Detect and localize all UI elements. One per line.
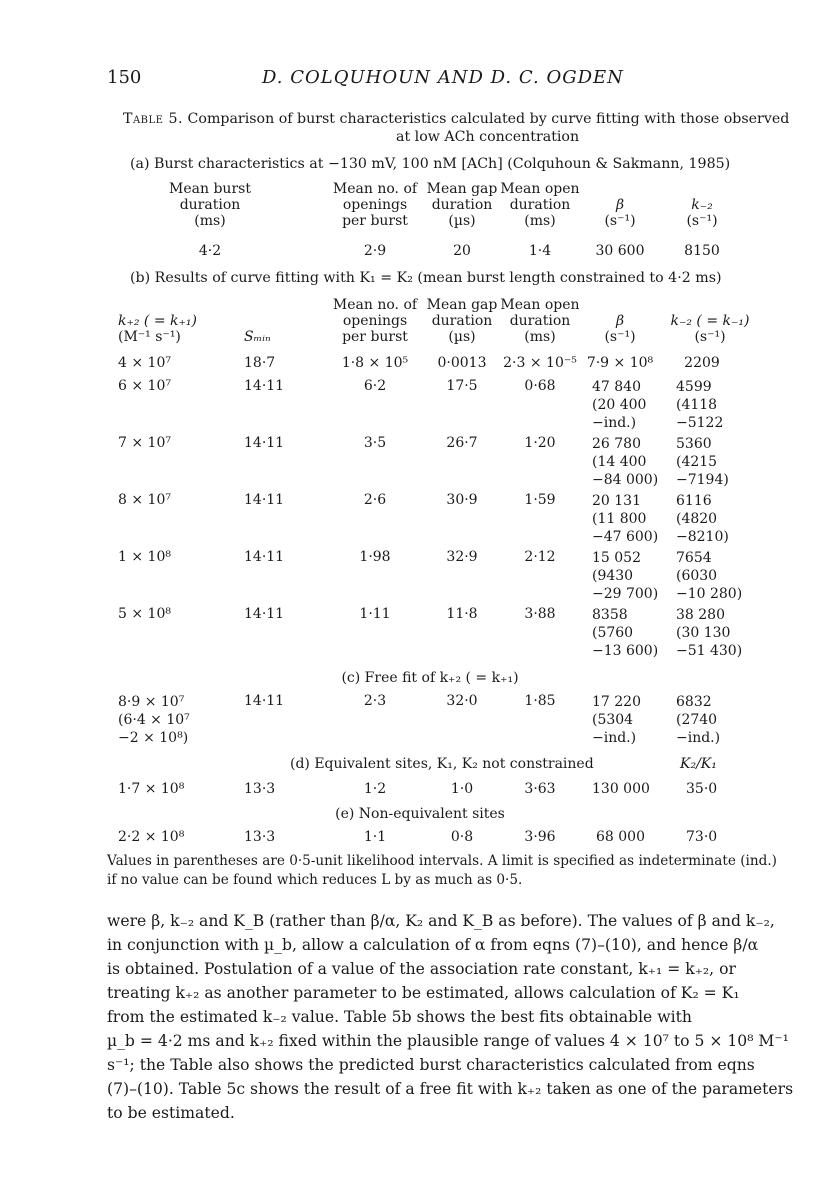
b-r0-gap: 0·0013 xyxy=(437,355,487,371)
body-line-5: from the estimated k₋₂ value. Table 5b shows the best fits obtainable with xyxy=(107,1008,692,1026)
c-beta-hi: −ind.) xyxy=(592,730,637,746)
c-beta-val: 17 220 xyxy=(592,694,641,710)
b-r5-km2-lo: (30 130 xyxy=(676,625,731,641)
a-h-km2-2: (s⁻¹) xyxy=(686,213,718,229)
b-r4-beta-lo: (9430 xyxy=(592,568,634,584)
b-r5-km2 xyxy=(676,606,742,660)
b-r4-k2: 1 × 10⁸ xyxy=(118,549,171,565)
b-r3-open: 1·59 xyxy=(524,492,556,508)
table-caption xyxy=(123,111,789,127)
d-open: 3·63 xyxy=(524,781,556,797)
b-r5-k2: 5 × 10⁸ xyxy=(118,606,171,622)
d-ratio: 35·0 xyxy=(686,781,718,797)
a-h-gap-2: duration xyxy=(431,197,493,213)
e-open: 3·96 xyxy=(524,829,556,845)
section-e-title: (e) Non-equivalent sites xyxy=(335,806,505,822)
c-km2 xyxy=(676,693,720,747)
b-r1-beta-val: 47 840 xyxy=(592,379,641,395)
e-openings: 1·1 xyxy=(363,829,387,845)
b-r2-k2: 7 × 10⁷ xyxy=(118,435,171,451)
b-r5-openings: 1·11 xyxy=(359,606,391,622)
b-h-gap-1: Mean gap xyxy=(426,297,498,313)
b-r2-beta-hi: −84 000) xyxy=(592,472,659,488)
b-h-opn-2: duration xyxy=(509,313,571,329)
a-header-beta xyxy=(590,197,650,229)
footnote-line-2: if no value can be found which reduces L by as much as 0·5. xyxy=(107,872,523,888)
b-h-open-2: openings xyxy=(342,313,408,329)
b-r4-beta-val: 15 052 xyxy=(592,550,641,566)
b-h-beta-2: (s⁻¹) xyxy=(604,329,636,345)
a-val-beta: 30 600 xyxy=(595,243,645,259)
b-r3-km2-val: 6116 xyxy=(676,493,712,509)
a-h-beta-1: β xyxy=(615,197,625,213)
b-r1-open: 0·68 xyxy=(524,378,556,394)
e-gap: 0·8 xyxy=(450,829,474,845)
a-h-burst-2: duration xyxy=(179,197,241,213)
a-h-gap-1: Mean gap xyxy=(426,181,498,197)
b-r0-open: 2·3 × 10⁻⁵ xyxy=(503,355,577,371)
a-h-burst-1: Mean burst xyxy=(169,181,251,197)
b-r3-km2-hi: −8210) xyxy=(676,529,729,545)
b-r2-beta xyxy=(592,435,658,489)
b-r2-km2-lo: (4215 xyxy=(676,454,718,470)
a-h-beta-2: (s⁻¹) xyxy=(604,213,636,229)
b-r2-km2-hi: −7194) xyxy=(676,472,729,488)
b-r1-beta xyxy=(592,378,646,432)
b-r1-beta-hi: −ind.) xyxy=(592,415,637,431)
d-gap: 1·0 xyxy=(450,781,474,797)
d-ratio-header: K₂/K₁ xyxy=(680,756,717,772)
b-r5-gap: 11·8 xyxy=(446,606,478,622)
a-header-open xyxy=(500,181,580,229)
c-km2-hi: −ind.) xyxy=(676,730,721,746)
a-val-burst: 4·2 xyxy=(198,243,222,259)
b-r1-km2 xyxy=(676,378,723,432)
section-d-title: (d) Equivalent sites, K₁, K₂ not constrained xyxy=(290,756,594,772)
b-h-k2-2: (M⁻¹ s⁻¹) xyxy=(118,329,181,345)
b-r2-km2 xyxy=(676,435,729,489)
body-line-6: µ_b = 4·2 ms and k₊₂ fixed within the plausible range of values 4 × 10⁷ to 5 × 10⁸ M⁻¹ xyxy=(107,1032,789,1050)
c-k2 xyxy=(118,693,190,747)
b-r0-km2: 2209 xyxy=(684,355,720,371)
b-r5-km2-val: 38 280 xyxy=(676,607,725,623)
b-r3-openings: 2·6 xyxy=(363,492,387,508)
b-r3-smin: 14·11 xyxy=(244,492,285,508)
c-km2-lo: (2740 xyxy=(676,712,718,728)
a-h-gap-3: (µs) xyxy=(448,213,476,229)
b-r1-k2: 6 × 10⁷ xyxy=(118,378,171,394)
b-h-open-3: per burst xyxy=(342,329,408,345)
b-r5-beta-val: 8358 xyxy=(592,607,628,623)
body-line-1: were β, k₋₂ and K_B (rather than β/α, K₂ and K_B as before). The values of β and k₋₂, xyxy=(107,912,775,930)
b-r1-openings: 6·2 xyxy=(363,378,387,394)
b-header-smin: Sₘᵢₙ xyxy=(244,329,271,345)
b-r1-gap: 17·5 xyxy=(446,378,478,394)
a-val-gap: 20 xyxy=(453,243,471,259)
body-line-9: to be estimated. xyxy=(107,1104,235,1122)
a-h-opn-2: duration xyxy=(509,197,571,213)
caption-line-1: Comparison of burst characteristics calculated by curve fitting with those observed xyxy=(187,111,790,127)
b-h-km2-1: k₋₂ ( = k₋₁) xyxy=(670,313,750,329)
b-h-open-1: Mean no. of xyxy=(332,297,418,313)
a-val-openings: 2·9 xyxy=(363,243,387,259)
b-r2-smin: 14·11 xyxy=(244,435,285,451)
b-h-km2-2: (s⁻¹) xyxy=(694,329,726,345)
d-smin: 13·3 xyxy=(244,781,276,797)
b-r3-beta-lo: (11 800 xyxy=(592,511,647,527)
b-header-openings xyxy=(320,297,430,345)
c-gap: 32·0 xyxy=(446,693,478,709)
b-r1-km2-hi: −5122 xyxy=(676,415,724,431)
b-r1-smin: 14·11 xyxy=(244,378,285,394)
page-number: 150 xyxy=(107,67,142,88)
b-r0-beta: 7·9 × 10⁸ xyxy=(586,355,654,371)
a-h-km2-1: k₋₂ xyxy=(691,197,713,213)
b-r3-gap: 30·9 xyxy=(446,492,478,508)
b-r0-smin: 18·7 xyxy=(244,355,276,371)
b-r4-openings: 1·98 xyxy=(359,549,391,565)
b-r3-beta xyxy=(592,492,658,546)
b-r2-beta-lo: (14 400 xyxy=(592,454,647,470)
body-line-7: s⁻¹; the Table also shows the predicted burst characteristics calculated from eqns xyxy=(107,1056,755,1074)
a-h-open-2: openings xyxy=(342,197,408,213)
b-header-gap xyxy=(424,297,500,345)
b-r0-k2: 4 × 10⁷ xyxy=(118,355,171,371)
a-h-opn-3: (ms) xyxy=(524,213,556,229)
b-r4-beta-hi: −29 700) xyxy=(592,586,659,602)
b-r5-beta xyxy=(592,606,658,660)
b-h-opn-1: Mean open xyxy=(500,297,580,313)
a-h-open-3: per burst xyxy=(342,213,408,229)
b-r3-beta-val: 20 131 xyxy=(592,493,641,509)
b-r3-km2 xyxy=(676,492,729,546)
body-line-3: is obtained. Postulation of a value of the association rate constant, k₊₁ = k₊₂, or xyxy=(107,960,736,978)
a-val-open: 1·4 xyxy=(528,243,552,259)
c-beta-lo: (5304 xyxy=(592,712,634,728)
b-r2-beta-val: 26 780 xyxy=(592,436,641,452)
b-r2-km2-val: 5360 xyxy=(676,436,712,452)
d-k2: 1·7 × 10⁸ xyxy=(118,781,185,797)
c-open: 1·85 xyxy=(524,693,556,709)
b-r1-km2-val: 4599 xyxy=(676,379,712,395)
body-line-4: treating k₊₂ as another parameter to be estimated, allows calculation of K₂ = K₁ xyxy=(107,984,740,1002)
section-b-title: (b) Results of curve fitting with K₁ = K₂ (mean burst length constrained to 4·2 ms) xyxy=(130,270,722,286)
b-r4-km2-val: 7654 xyxy=(676,550,712,566)
b-r4-open: 2·12 xyxy=(524,549,556,565)
caption-line-2: at low ACh concentration xyxy=(396,129,580,145)
c-openings: 2·3 xyxy=(363,693,387,709)
d-beta: 130 000 xyxy=(592,781,650,797)
section-a-title: (a) Burst characteristics at −130 mV, 100 nM [ACh] (Colquhoun & Sakmann, 1985) xyxy=(130,156,731,172)
d-openings: 1·2 xyxy=(363,781,387,797)
b-r5-smin: 14·11 xyxy=(244,606,285,622)
b-h-k2-1: k₊₂ ( = k₊₁) xyxy=(118,313,197,329)
b-header-beta xyxy=(590,313,650,345)
running-head-authors: D. COLQUHOUN AND D. C. OGDEN xyxy=(262,67,624,88)
e-ratio: 73·0 xyxy=(686,829,718,845)
c-beta xyxy=(592,693,641,747)
a-header-gap xyxy=(424,181,500,229)
b-r2-open: 1·20 xyxy=(524,435,556,451)
b-r1-km2-lo: (4118 xyxy=(676,397,718,413)
b-r5-beta-hi: −13 600) xyxy=(592,643,659,659)
b-r3-km2-lo: (4820 xyxy=(676,511,718,527)
a-h-burst-3: (ms) xyxy=(194,213,226,229)
b-r3-beta-hi: −47 600) xyxy=(592,529,659,545)
b-r4-gap: 32·9 xyxy=(446,549,478,565)
b-h-beta-1: β xyxy=(615,313,625,329)
b-header-k2 xyxy=(118,313,197,345)
b-r4-km2-hi: −10 280) xyxy=(676,586,743,602)
b-r4-smin: 14·11 xyxy=(244,549,285,565)
a-header-openings xyxy=(320,181,430,229)
b-header-km2 xyxy=(660,313,760,345)
a-h-opn-1: Mean open xyxy=(500,181,580,197)
b-r5-beta-lo: (5760 xyxy=(592,625,634,641)
b-r2-gap: 26·7 xyxy=(446,435,478,451)
body-line-8: (7)–(10). Table 5c shows the result of a free fit with k₊₂ taken as one of the parameters xyxy=(107,1080,794,1098)
b-r2-openings: 3·5 xyxy=(363,435,387,451)
section-c-title: (c) Free fit of k₊₂ ( = k₊₁) xyxy=(341,670,519,686)
b-r1-beta-lo: (20 400 xyxy=(592,397,647,413)
table-label: Table 5. xyxy=(123,111,184,127)
e-smin: 13·3 xyxy=(244,829,276,845)
e-k2: 2·2 × 10⁸ xyxy=(118,829,185,845)
e-beta: 68 000 xyxy=(596,829,645,845)
b-h-opn-3: (ms) xyxy=(524,329,556,345)
c-k2-val: 8·9 × 10⁷ xyxy=(118,694,185,710)
b-r4-beta xyxy=(592,549,658,603)
b-r0-openings: 1·8 × 10⁵ xyxy=(341,355,409,371)
b-r5-open: 3·88 xyxy=(524,606,556,622)
b-header-open xyxy=(500,297,580,345)
c-k2-hi: −2 × 10⁸) xyxy=(118,730,189,746)
b-r4-km2-lo: (6030 xyxy=(676,568,718,584)
a-header-burst xyxy=(150,181,270,229)
c-smin: 14·11 xyxy=(244,693,285,709)
c-k2-lo: (6·4 × 10⁷ xyxy=(118,712,190,728)
b-r4-km2 xyxy=(676,549,742,603)
a-h-open-1: Mean no. of xyxy=(332,181,418,197)
b-h-gap-3: (µs) xyxy=(448,329,476,345)
b-r3-k2: 8 × 10⁷ xyxy=(118,492,171,508)
b-r5-km2-hi: −51 430) xyxy=(676,643,743,659)
body-line-2: in conjunction with µ_b, allow a calculation of α from eqns (7)–(10), and hence β/α xyxy=(107,936,759,954)
a-header-km2 xyxy=(672,197,732,229)
footnote-line-1: Values in parentheses are 0·5-unit likelihood intervals. A limit is specified as indeterminate (ind.) xyxy=(107,853,777,869)
a-val-km2: 8150 xyxy=(684,243,720,259)
b-h-gap-2: duration xyxy=(431,313,493,329)
c-km2-val: 6832 xyxy=(676,694,712,710)
